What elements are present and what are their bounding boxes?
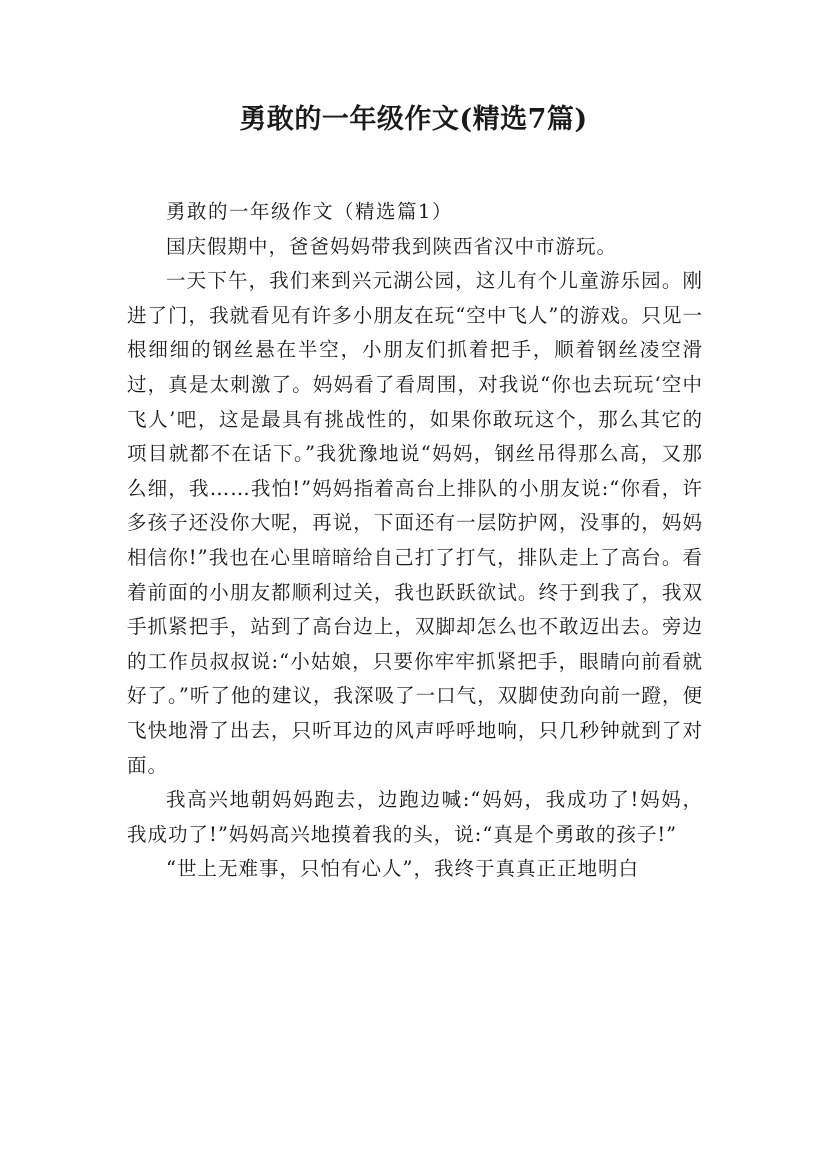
- paragraph: 我高兴地朝妈妈跑去，边跑边喊:“妈妈，我成功了!妈妈，我成功了!”妈妈高兴地摸着我的头，说:“真是个勇敢的孩子!”: [127, 788, 703, 846]
- section-heading: 勇敢的一年级作文（精选篇1）: [166, 200, 453, 223]
- document-title: 勇敢的一年级作文(精选7篇): [239, 104, 588, 135]
- paragraph: 一天下午，我们来到兴元湖公园，这儿有个儿童游乐园。刚进了门，我就看见有许多小朋友在玩“空中飞人”的游戏。只见一根细细的钢丝悬在半空，小朋友们抓着把手，顺着钢丝凌空滑过，真是太刺激了。妈妈看了看周围，对我说“你也去玩玩‘空中飞人’吧，这是最具有挑战性的，如果你敢玩这个，那么其它的项目就都不在话下。”我犹豫地说“妈妈，钢丝吊得那么高，又那么细，我……我怕!”妈妈指着高台上排队的小朋友说:“你看，许多孩子还没你大呢，再说，下面还有一层防护网，没事的，妈妈相信你!”我也在心里暗暗给自己打了打气，排队走上了高台。看着前面的小朋友都顺利过关，我也跃跃欲试。终于到我了，我双手抓紧把手，站到了高台边上，双脚却怎么也不敢迈出去。旁边的工作员叔叔说:“小姑娘，只要你牢牢抓紧把手，眼睛向前看就好了。”听了他的建议，我深吸了一口气，双脚使劲向前一蹬，便飞快地滑了出去，只听耳边的风声呼呼地响，只几秒钟就到了对面。: [127, 269, 703, 777]
- paragraph: 国庆假期中，爸爸妈妈带我到陕西省汉中市游玩。: [166, 234, 618, 258]
- paragraph: “世上无难事，只怕有心人”，我终于真真正正地明白: [166, 857, 639, 881]
- document-body: [127, 195, 703, 887]
